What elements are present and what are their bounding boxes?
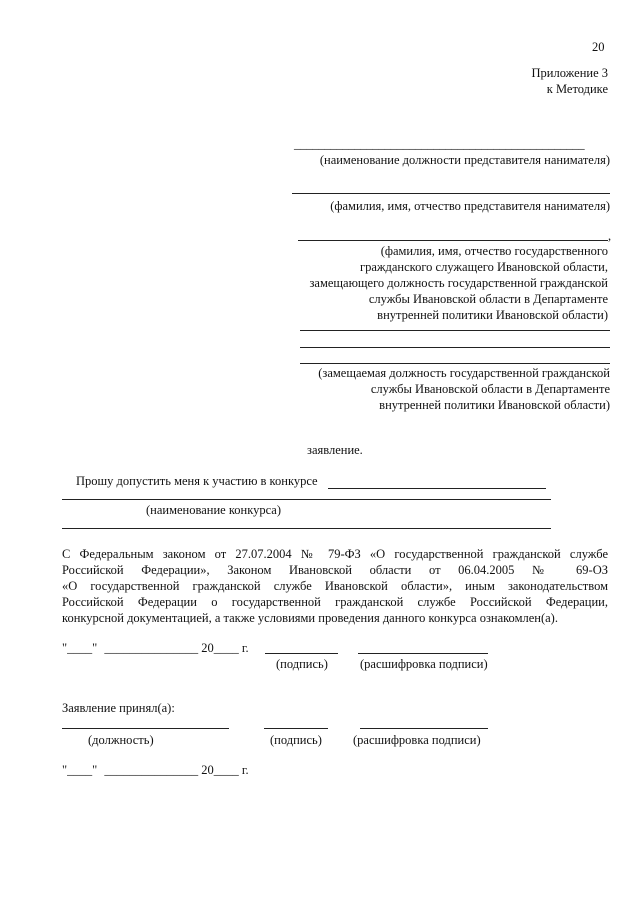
employer-position-caption: (наименование должности представителя нанимателя) (319, 153, 610, 167)
date-year-prefix: 20 (201, 641, 214, 655)
acknowledgement-line-4: Российской Федерации о государственной гражданской службе Российской Федерации, (62, 595, 608, 609)
employer-name-caption: (фамилия, имя, отчество представителя нанимателя) (330, 199, 610, 213)
contest-name-caption: (наименование конкурса) (146, 503, 282, 517)
contest-name-line-2 (62, 499, 551, 500)
date-day-blank: ____ (67, 641, 93, 655)
acknowledgement-line-3: «О государственной гражданской службе Ивановской области», иным законодательством (62, 579, 608, 593)
acknowledgement-line-1: С Федеральным законом от 27.07.2004 № 79-ФЗ «О государственной гражданской службе (62, 547, 608, 561)
signature-decoding-caption: (расшифровка подписи) (360, 657, 488, 671)
accepter-signature-caption: (подпись) (270, 733, 322, 747)
employee-caption-line-5: внутренней политики Ивановской области) (377, 308, 608, 322)
accepted-label: Заявление принял(а): (62, 701, 175, 715)
employee-caption-line-3: замещающего должность государственной гражданской (309, 276, 608, 290)
acknowledgement-line-5: конкурсной документацией, а также условиями проведения данного конкурса ознакомлен(а). (62, 611, 558, 625)
accepter-position-caption: (должность) (88, 733, 154, 747)
employee-position-line-1 (300, 330, 610, 331)
signature-decoding-line (358, 653, 488, 654)
request-text: Прошу допустить меня к участию в конкурсе (76, 474, 318, 488)
accepted-date-day-blank: ____ (67, 763, 93, 777)
employee-name-line (298, 240, 608, 241)
employer-position-blank: ________________________________________________ (294, 137, 585, 151)
position-caption-line-1: (замещаемая должность государственной гражданской (318, 366, 610, 380)
employee-position-line-2 (300, 347, 610, 348)
accepted-date-field (62, 763, 249, 778)
employee-caption-line-4: службы Ивановской области в Департаменте (368, 292, 608, 306)
appendix-label: Приложение 3 (531, 66, 608, 80)
accepter-signature-line (264, 728, 328, 729)
accepted-date-year-prefix: 20 (201, 763, 214, 777)
signature-line (265, 653, 338, 654)
page-number: 20 (592, 40, 605, 54)
date-quote-close: " (92, 641, 98, 655)
signature-caption: (подпись) (276, 657, 328, 671)
date-month-blank: _______________ (104, 641, 199, 655)
accepted-date-quote-open: " (62, 763, 68, 777)
date-field (62, 641, 249, 656)
appendix-methodology: к Методике (546, 82, 608, 96)
document-title: заявление. (307, 443, 363, 457)
employer-name-line (292, 193, 610, 194)
accepter-decoding-line (360, 728, 488, 729)
accepter-decoding-caption: (расшифровка подписи) (353, 733, 481, 747)
accepted-date-year-blank: ____ (213, 763, 239, 777)
position-caption-line-2: службы Ивановской области в Департаменте (370, 382, 610, 396)
acknowledgement-line-2: Российской Федерации», Законом Ивановской области от 06.04.2005 № 69-ОЗ (62, 563, 608, 577)
contest-name-line-3 (62, 528, 551, 529)
accepted-date-year-suffix: г. (241, 763, 249, 777)
employee-position-line-3 (300, 363, 610, 364)
date-quote-open: " (62, 641, 68, 655)
accepted-date-month-blank: _______________ (104, 763, 199, 777)
date-year-blank: ____ (213, 641, 239, 655)
accepter-position-line (62, 728, 229, 729)
position-caption-line-3: внутренней политики Ивановской области) (379, 398, 610, 412)
employee-caption-line-1: (фамилия, имя, отчество государственного (380, 244, 608, 258)
contest-name-line-1 (328, 488, 546, 489)
date-year-suffix: г. (241, 641, 249, 655)
accepted-date-quote-close: " (92, 763, 98, 777)
employee-name-comma: , (608, 229, 612, 243)
employee-caption-line-2: гражданского служащего Ивановской области, (359, 260, 608, 274)
